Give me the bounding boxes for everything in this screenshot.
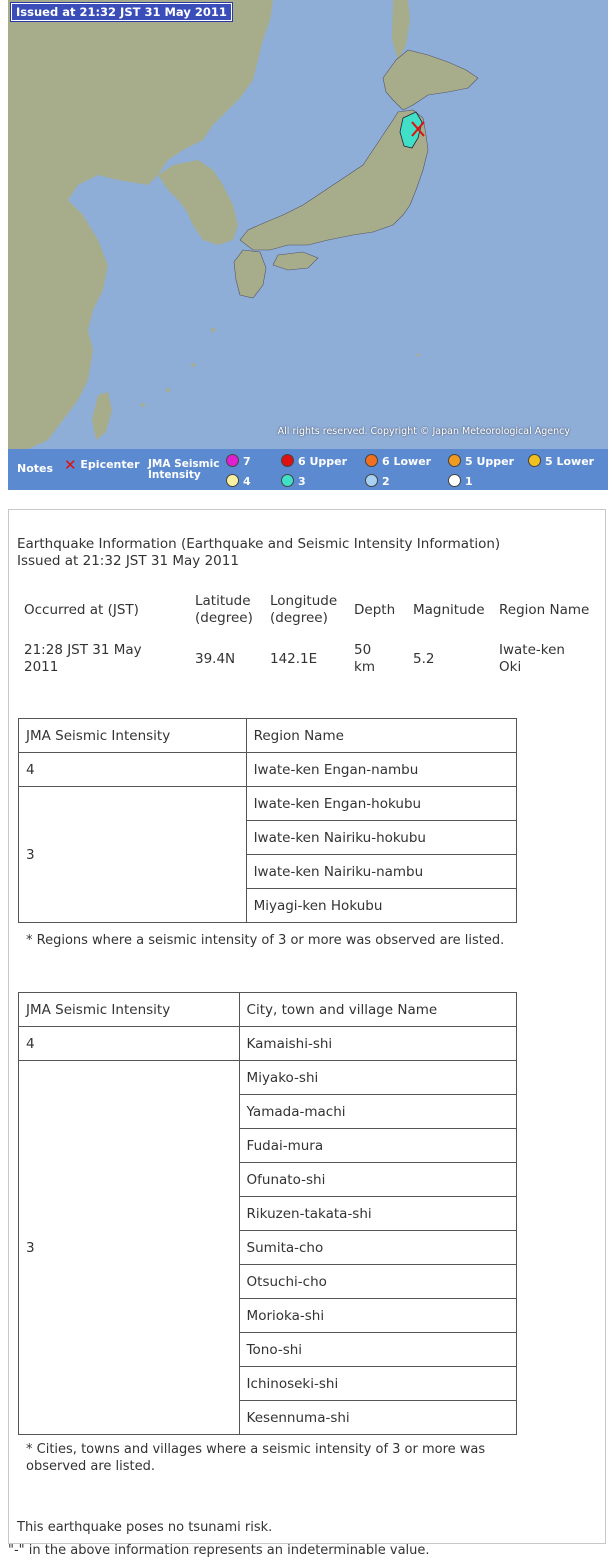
circle-icon: [448, 474, 461, 487]
circle-icon: [226, 474, 239, 487]
summary-header-occurred: Occurred at (JST): [24, 602, 139, 618]
city-cell: Kamaishi-shi: [239, 1027, 516, 1061]
region-table-note: * Regions where a seismic intensity of 3 or more was observed are listed.: [26, 933, 505, 948]
summary-header-region: Region Name: [499, 602, 590, 618]
epicenter-x-icon: ✕: [64, 456, 77, 474]
legend-level-6-upper: 6 Upper: [281, 454, 347, 468]
city-cell: Kesennuma-shi: [239, 1401, 516, 1435]
table-header-row: [19, 719, 517, 753]
header-intensity: JMA Seismic Intensity: [19, 993, 240, 1027]
city-cell: Otsuchi-cho: [239, 1265, 516, 1299]
circle-icon: [448, 454, 461, 467]
tsunami-statement: This earthquake poses no tsunami risk.: [17, 1520, 273, 1535]
table-row: [19, 1061, 517, 1095]
summary-latitude-value: 39.4N: [195, 651, 236, 667]
summary-header-longitude: Longitude (degree): [270, 593, 338, 626]
city-cell: Sumita-cho: [239, 1231, 516, 1265]
epicenter-legend: [64, 456, 140, 474]
circle-icon: [226, 454, 239, 467]
region-cell: Miyagi-ken Hokubu: [246, 889, 516, 923]
summary-depth-value: 50 km: [354, 642, 375, 675]
japan-map-graphic: [8, 0, 608, 449]
map-legend: [8, 449, 608, 490]
summary-header-latitude: Latitude (degree): [195, 593, 253, 626]
legend-level-2: 2: [365, 474, 390, 488]
legend-level-6-lower: 6 Lower: [365, 454, 431, 468]
seismic-intensity-map: [8, 0, 608, 490]
city-cell: Morioka-shi: [239, 1299, 516, 1333]
circle-icon: [281, 474, 294, 487]
city-table-note: * Cities, towns and villages where a seismic intensity of 3 or more was observed are listed.: [26, 1442, 486, 1474]
region-cell: Iwate-ken Engan-hokubu: [246, 787, 516, 821]
city-cell: Ofunato-shi: [239, 1163, 516, 1197]
legend-level-4: 4: [226, 474, 251, 488]
region-intensity-table: [18, 718, 517, 923]
intensity-cell: 3: [19, 787, 247, 923]
earthquake-info-panel: [8, 509, 606, 1544]
intensity-legend-title: JMA Seismic Intensity: [148, 458, 220, 481]
region-cell: Iwate-ken Nairiku-hokubu: [246, 821, 516, 855]
city-cell: Ichinoseki-shi: [239, 1367, 516, 1401]
issued-time-label: Issued at 21:32 JST 31 May 2011: [11, 3, 232, 21]
summary-region-value: Iwate-ken Oki: [499, 642, 565, 675]
circle-icon: [528, 454, 541, 467]
intensity-cell: 4: [19, 753, 247, 787]
circle-icon: [365, 474, 378, 487]
city-cell: Rikuzen-takata-shi: [239, 1197, 516, 1231]
summary-longitude-value: 142.1E: [270, 651, 318, 667]
legend-level-5-upper: 5 Upper: [448, 454, 514, 468]
indeterminable-value-note: "-" in the above information represents an indeterminable value.: [8, 1543, 430, 1558]
city-cell: Fudai-mura: [239, 1129, 516, 1163]
header-city: City, town and village Name: [239, 993, 516, 1027]
circle-icon: [365, 454, 378, 467]
circle-icon: [281, 454, 294, 467]
legend-level-1: 1: [448, 474, 473, 488]
table-row: [19, 1027, 517, 1061]
legend-level-3: 3: [281, 474, 306, 488]
city-intensity-table: [18, 992, 517, 1435]
summary-header-magnitude: Magnitude: [413, 602, 485, 618]
header-intensity: JMA Seismic Intensity: [19, 719, 247, 753]
table-header-row: [19, 993, 517, 1027]
intensity-cell: 3: [19, 1061, 240, 1435]
intensity-cell: 4: [19, 1027, 240, 1061]
legend-level-5-lower: 5 Lower: [528, 454, 594, 468]
city-cell: Tono-shi: [239, 1333, 516, 1367]
summary-magnitude-value: 5.2: [413, 651, 435, 667]
info-title: Earthquake Information (Earthquake and Seismic Intensity Information) Issued at 21:32 JST 31 May 2011: [17, 536, 501, 569]
table-row: [19, 753, 517, 787]
city-cell: Yamada-machi: [239, 1095, 516, 1129]
legend-level-7: 7: [226, 454, 251, 468]
region-cell: Iwate-ken Engan-nambu: [246, 753, 516, 787]
region-cell: Iwate-ken Nairiku-nambu: [246, 855, 516, 889]
summary-header-depth: Depth: [354, 602, 396, 618]
notes-label: Notes: [17, 462, 54, 475]
header-region: Region Name: [246, 719, 516, 753]
copyright-text: All rights reserved. Copyright © Japan Meteorological Agency: [277, 426, 570, 437]
city-cell: Miyako-shi: [239, 1061, 516, 1095]
summary-occurred-value: 21:28 JST 31 May 2011: [24, 642, 142, 675]
table-row: [19, 787, 517, 821]
epicenter-label: Epicenter: [80, 458, 140, 471]
